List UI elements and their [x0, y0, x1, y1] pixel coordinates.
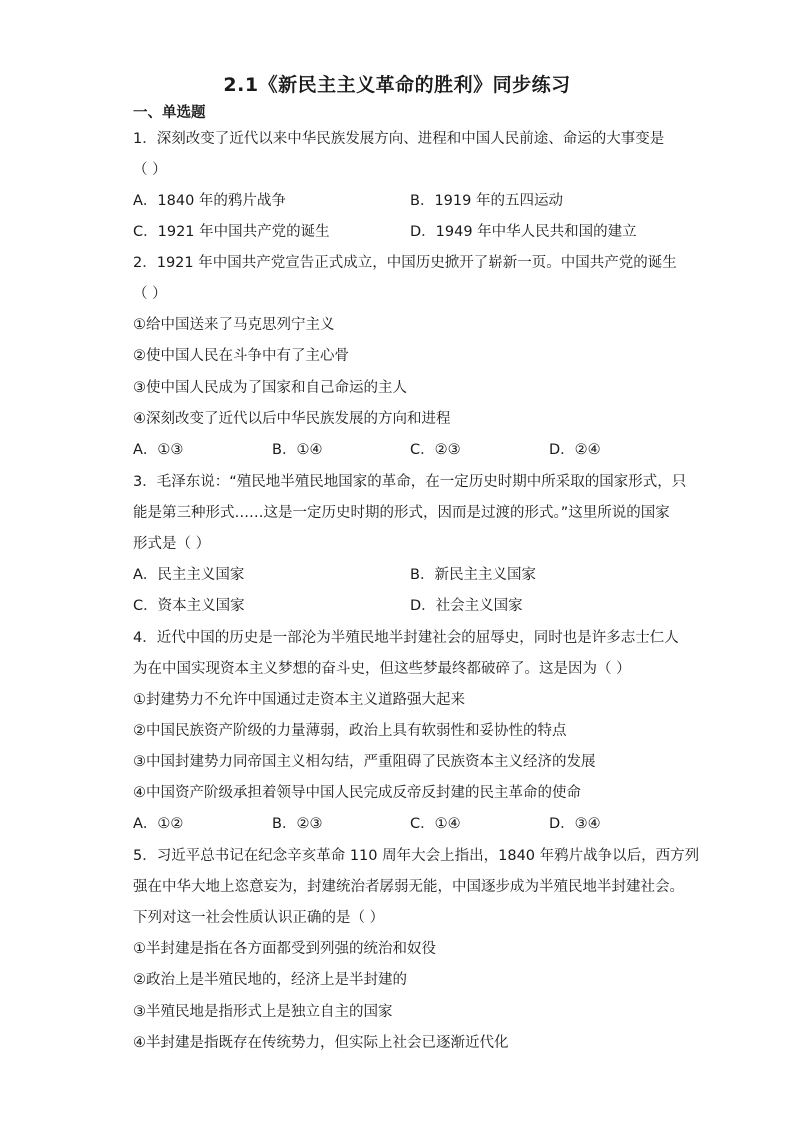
question-2-item-1: ①给中国送来了马克思列宁主义: [133, 317, 335, 333]
question-1-option-c: C．1921 年中国共产党的诞生: [133, 224, 330, 240]
question-4-option-b: B．②③: [272, 816, 323, 832]
question-3-option-b: B．新民主主义国家: [410, 567, 536, 583]
question-4-line-2: 为在中国实现资本主义梦想的奋斗史，但这些梦最终都破碎了。这是因为（ ）: [133, 661, 631, 677]
question-3-option-d: D．社会主义国家: [410, 598, 523, 614]
question-5-line-1: 5．习近平总书记在纪念辛亥革命 110 周年大会上指出，1840 年鸦片战争以后，西方列: [133, 848, 700, 864]
question-2-option-c: C．②③: [410, 442, 461, 458]
question-1-option-b: B．1919 年的五四运动: [410, 193, 563, 209]
section-heading: 一、单选题: [133, 105, 206, 121]
question-2-option-a: A．①③: [133, 442, 184, 458]
question-3-line-2: 能是第三种形式……这是一定历史时期的形式，因而是过渡的形式。”这里所说的国家: [133, 505, 670, 521]
question-1-stem: 1．深刻改变了近代以来中华民族发展方向、进程和中国人民前途、命运的大事变是: [133, 131, 665, 147]
question-3-line-1: 3．毛泽东说：“殖民地半殖民地国家的革命，在一定历史时期中所采取的国家形式，只: [133, 474, 687, 490]
question-5-line-3: 下列对这一社会性质认识正确的是（ ）: [133, 910, 385, 926]
question-1-option-d: D．1949 年中华人民共和国的建立: [410, 224, 637, 240]
question-2-item-4: ④深刻改变了近代以后中华民族发展的方向和进程: [133, 411, 451, 427]
question-2-item-3: ③使中国人民成为了国家和自己命运的主人: [133, 380, 407, 396]
question-5-item-2: ②政治上是半殖民地的，经济上是半封建的: [133, 972, 407, 988]
question-4-item-2: ②中国民族资产阶级的力量薄弱，政治上具有软弱性和妥协性的特点: [133, 723, 567, 739]
question-2-stem: 2．1921 年中国共产党宣告正式成立，中国历史掀开了崭新一页。中国共产党的诞生: [133, 255, 677, 271]
page-title: 2.1《新民主主义革命的胜利》同步练习: [223, 74, 571, 96]
question-3-line-3: 形式是（ ）: [133, 536, 211, 552]
question-2-paren: （ ）: [133, 286, 167, 302]
question-5-item-3: ③半殖民地是指形式上是独立自主的国家: [133, 1004, 393, 1020]
question-2-item-2: ②使中国人民在斗争中有了主心骨: [133, 348, 349, 364]
question-1-option-a: A．1840 年的鸦片战争: [133, 193, 286, 209]
question-4-option-d: D．③④: [549, 816, 601, 832]
question-1-paren: （ ）: [133, 162, 167, 178]
question-4-line-1: 4．近代中国的历史是一部沦为半殖民地半封建社会的屈辱史，同时也是许多志士仁人: [133, 630, 679, 646]
question-4-option-c: C．①④: [410, 816, 461, 832]
question-5-line-2: 强在中华大地上恣意妄为，封建统治者孱弱无能，中国逐步成为半殖民地半封建社会。: [133, 879, 684, 895]
question-2-option-b: B．①④: [272, 442, 323, 458]
question-4-item-4: ④中国资产阶级承担着领导中国人民完成反帝反封建的民主革命的使命: [133, 785, 581, 801]
question-2-option-d: D．②④: [549, 442, 601, 458]
question-3-option-a: A．民主主义国家: [133, 567, 245, 583]
question-4-option-a: A．①②: [133, 816, 184, 832]
question-3-option-c: C．资本主义国家: [133, 598, 245, 614]
question-5-item-1: ①半封建是指在各方面都受到列强的统治和奴役: [133, 941, 436, 957]
question-4-item-1: ①封建势力不允许中国通过走资本主义道路强大起来: [133, 692, 465, 708]
question-5-item-4: ④半封建是指既存在传统势力，但实际上社会已逐渐近代化: [133, 1035, 509, 1051]
question-4-item-3: ③中国封建势力同帝国主义相勾结，严重阻碍了民族资本主义经济的发展: [133, 754, 596, 770]
